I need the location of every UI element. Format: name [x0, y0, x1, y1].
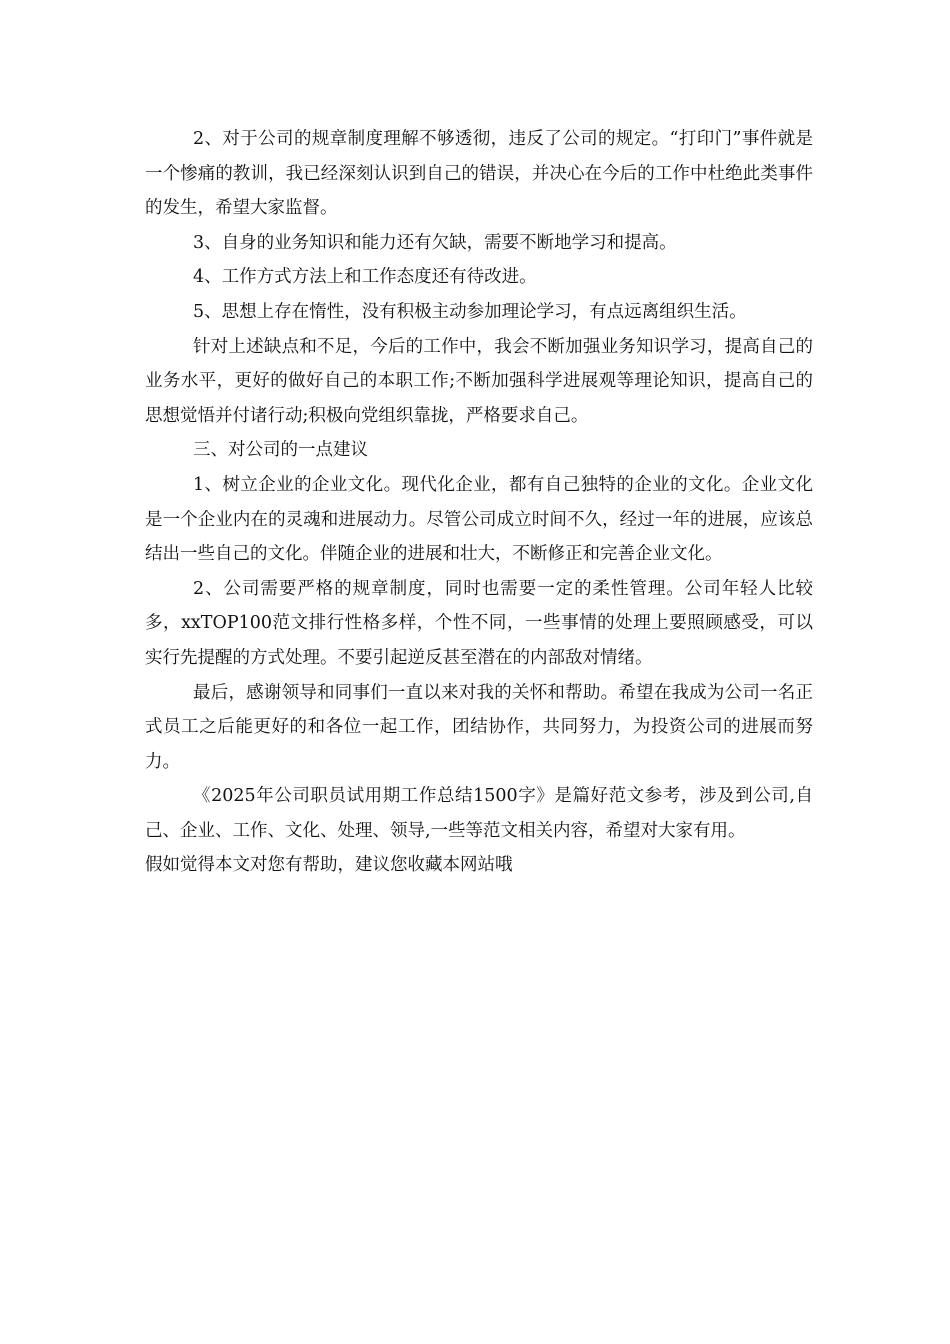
document-body — [145, 122, 813, 883]
paragraph-item-2: 2、对于公司的规章制度理解不够透彻，违反了公司的规定。“打印门”事件就是一个惨痛的教训，我已经深刻认识到自己的错误，并决心在今后的工作中杜绝此类事件的发生，希望大家监督。 — [145, 129, 813, 219]
paragraph-suggestion-2: 2、公司需要严格的规章制度，同时也需要一定的柔性管理。公司年轻人比较多，xxTOP100范文排行性格多样，个性不同，一些事情的处理上要照顾感受，可以实行先提醒的方式处理。不要引起逆反甚至潜在的内部敌对情绪。 — [145, 578, 813, 668]
paragraph-item-5: 5、思想上存在惰性，没有积极主动参加理论学习，有点远离组织生活。 — [193, 301, 747, 322]
paragraph-improvement-plan: 针对上述缺点和不足，今后的工作中，我会不断加强业务知识学习，提高自己的业务水平，更好的做好自己的本职工作;不断加强科学进展观等理论知识，提高自己的思想觉悟并付诸行动;积极向党组织靠拢，严格要求自己。 — [145, 336, 813, 426]
paragraph-suggestion-1: 1、树立企业的企业文化。现代化企业，都有自己独特的企业的文化。企业文化是一个企业内在的灵魂和进展动力。尽管公司成立时间不久，经过一年的进展，应该总结出一些自己的文化。伴随企业的进展和壮大，不断修正和完善企业文化。 — [145, 474, 813, 565]
paragraph-summary: 《2025年公司职员试用期工作总结1500字》是篇好范文参考，涉及到公司,自己、企业、工作、文化、处理、领导,一些等范文相关内容，希望对大家有用。 — [145, 786, 813, 841]
paragraph-item-4: 4、工作方式方法上和工作态度还有待改进。 — [193, 267, 537, 288]
paragraph-closing: 最后，感谢领导和同事们一直以来对我的关怀和帮助。希望在我成为公司一名正式员工之后能更好的和各位一起工作，团结协作，共同努力，为投资公司的进展而努力。 — [145, 682, 813, 772]
paragraph-item-3: 3、自身的业务知识和能力还有欠缺，需要不断地学习和提高。 — [193, 232, 677, 253]
section-heading-suggestions: 三、对公司的一点建议 — [193, 440, 368, 461]
footer-note: 假如觉得本文对您有帮助，建议您收藏本网站哦 — [145, 855, 513, 876]
